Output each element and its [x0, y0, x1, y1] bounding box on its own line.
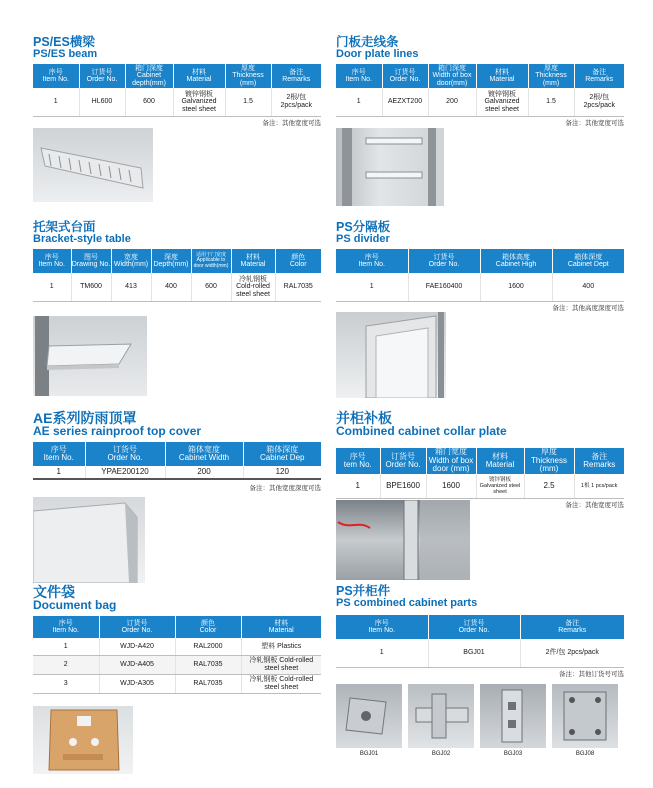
cell: 1 [336, 474, 380, 498]
header-cell: 材料 Material [231, 249, 275, 273]
section-ae-roof [33, 411, 321, 493]
header-cell: 序号 Item No. [336, 615, 428, 639]
section-document-bag [33, 585, 321, 694]
spec-table [336, 64, 624, 117]
header-cell: 序号 Item No. [33, 616, 99, 638]
beam-photo [33, 128, 153, 202]
section-ps-divider [336, 221, 624, 313]
header-cell: 厚度 Thickness (mm) [528, 64, 574, 88]
header-cell: 箱门深度 Cabinet depth(mm) [125, 64, 173, 88]
cell: 2.5 [524, 474, 574, 498]
cell: 冷轧钢板 Cold-rolled steel sheet [241, 655, 321, 674]
spec-table [33, 64, 321, 117]
header-cell: 订货号 Order No. [85, 442, 165, 466]
header-cell: 深度 Depth(mm) [151, 249, 191, 273]
cell: RAL7035 [175, 655, 241, 674]
cell: 120 [243, 466, 321, 479]
table-row [336, 639, 624, 667]
cell: RAL2000 [175, 638, 241, 655]
section-title-cn: 托架式台面 [33, 220, 96, 234]
table-note: 备注：其他宽度可选 [565, 501, 624, 509]
header-cell: 序号 Item No. [336, 249, 408, 273]
header-cell: 订货号 Order No. [380, 448, 426, 474]
section-title-cn: 门板走线条 [336, 35, 399, 49]
cell: 600 [191, 273, 231, 301]
section-collar-plate [336, 411, 624, 510]
header-cell: 订货号 Order No. [79, 64, 125, 88]
spec-table [33, 616, 321, 694]
header-cell: 厚度 Thickness (mm) [524, 448, 574, 474]
cell: 200 [165, 466, 243, 479]
header-cell: 序号 Item No. [33, 249, 71, 273]
part-caption: BGJ02 [431, 751, 451, 757]
part-caption: BGJ03 [503, 751, 523, 757]
part-caption: BGJ08 [575, 751, 595, 757]
cell: 600 [125, 88, 173, 116]
cell: 镀锌钢板 Galvanized steel sheet [173, 88, 225, 116]
cell: 1.5 [225, 88, 271, 116]
cell: 镀锌钢板 Galvanized steel sheet [476, 88, 528, 116]
header-cell: 材料 Material [476, 448, 524, 474]
header-cell: 箱体宽度 Cabinet Width [165, 442, 243, 466]
cell: 3 [33, 674, 99, 693]
cell: 1 [336, 639, 428, 667]
cell: 2根/包 2pcs/pack [271, 88, 321, 116]
cell: RAL7035 [275, 273, 321, 301]
table-row [33, 273, 321, 301]
bracket-table-photo [33, 316, 147, 396]
table-row [33, 674, 321, 693]
cell: 1 [33, 88, 79, 116]
header-cell: 备注 Remarks [574, 64, 624, 88]
table-row [33, 638, 321, 655]
cell: 1 [336, 88, 382, 116]
spec-table [336, 249, 624, 302]
cell: 2 [33, 655, 99, 674]
header-cell: 箱门深度 Width of box door(mm) [428, 64, 476, 88]
table-row [336, 88, 624, 116]
cell: 1600 [480, 273, 552, 301]
header-cell: 箱门宽度 Width of box door (mm) [426, 448, 476, 474]
part-photo-bgj03 [480, 684, 546, 748]
table-row [33, 655, 321, 674]
section-title-en: Combined cabinet collar plate [336, 424, 507, 438]
section-title-cn: AE系列防雨顶罩 [33, 410, 137, 426]
cell: BGJ01 [428, 639, 520, 667]
cell: 冷轧钢板 Cold-rolled steel sheet [231, 273, 275, 301]
cell: WJD-A420 [99, 638, 175, 655]
section-title-cn: 并柜补板 [336, 410, 392, 426]
cell: WJD-A305 [99, 674, 175, 693]
table-row [336, 273, 624, 301]
collar-plate-photo [336, 500, 470, 580]
cell: 400 [151, 273, 191, 301]
spec-table [336, 448, 624, 499]
table-row [33, 466, 321, 479]
cell: 400 [552, 273, 624, 301]
header-cell: 厚度 Thickness (mm) [225, 64, 271, 88]
cell: 200 [428, 88, 476, 116]
cell: WJD-A405 [99, 655, 175, 674]
header-cell: 备注 Remarks [574, 448, 624, 474]
cell: 1 [33, 466, 85, 479]
spec-table [336, 615, 624, 668]
cell: 1根 1 pcs/pack [574, 474, 624, 498]
cell: 冷轧钢板 Cold-rolled steel sheet [241, 674, 321, 693]
header-cell: 序号 Item No. [336, 64, 382, 88]
divider-photo [336, 312, 446, 398]
header-cell: 颜色 Color [175, 616, 241, 638]
section-title-cn: PS/ES横梁 [33, 35, 95, 49]
section-title-cn: PS分隔板 [336, 220, 391, 234]
section-title-en: AE series rainproof top cover [33, 424, 202, 438]
spec-table [33, 442, 321, 480]
cell: 413 [111, 273, 151, 301]
cell: 1 [33, 273, 71, 301]
header-cell: 备注 Remarks [271, 64, 321, 88]
cell: 1 [336, 273, 408, 301]
cell: 塑料 Plastics [241, 638, 321, 655]
cell: BPE1600 [380, 474, 426, 498]
door-plate-photo [336, 128, 444, 206]
table-note: 备注：其他宽度深度可选 [249, 485, 321, 492]
cell: AEZXT200 [382, 88, 428, 116]
section-ps-es-beam [33, 36, 321, 128]
table-row [336, 474, 624, 498]
header-cell: 材料 Material [241, 616, 321, 638]
section-title-en: PS divider [336, 233, 390, 245]
cell: 1600 [426, 474, 476, 498]
cell: TM600 [71, 273, 111, 301]
section-title-cn: PS并柜件 [336, 584, 391, 598]
cell: 2根/包 2pcs/pack [574, 88, 624, 116]
table-note: 备注：其他宽度可选 [565, 119, 624, 127]
table-note: 备注：其他订货号可选 [559, 670, 624, 678]
section-title-en: Door plate lines [336, 48, 419, 60]
header-cell: 序号 Item No. [33, 64, 79, 88]
section-title-en: Document bag [33, 598, 117, 612]
header-cell: 材料 Material [173, 64, 225, 88]
section-title-cn: 文件袋 [33, 584, 75, 600]
document-bag-photo [33, 706, 133, 774]
cell: HL600 [79, 88, 125, 116]
section-combined-parts [336, 585, 624, 679]
cell: RAL7035 [175, 674, 241, 693]
cell: 2件/包 2pcs/pack [520, 639, 624, 667]
header-cell: 适用于门宽度 Applicable to door width(mm) [191, 249, 231, 273]
table-note: 备注：其他宽度可选 [262, 119, 321, 127]
header-cell: 订货号 Order No. [382, 64, 428, 88]
header-cell: 箱体深度 Cabinet Dept [552, 249, 624, 273]
section-title-en: PS/ES beam [33, 48, 98, 60]
part-caption: BGJ01 [359, 751, 379, 757]
table-row [33, 88, 321, 116]
spec-table [33, 249, 321, 302]
roof-cover-photo [33, 497, 145, 583]
header-cell: 材料 Material [476, 64, 528, 88]
header-cell: 宽度 Width(mm) [111, 249, 151, 273]
section-title-en: Bracket-style table [33, 233, 131, 245]
part-photo-bgj08 [552, 684, 618, 748]
cell: 镀锌钢板 Galvanized steel sheet [476, 474, 524, 498]
header-cell: 订货号 Order No. [428, 615, 520, 639]
cell: FAE160400 [408, 273, 480, 301]
part-photo-bgj01 [336, 684, 402, 748]
cell: YPAE200120 [85, 466, 165, 479]
header-cell: 箱体高度 Cabinet High [480, 249, 552, 273]
section-title-en: PS combined cabinet parts [336, 597, 478, 609]
header-cell: 订货号 Order No. [408, 249, 480, 273]
section-door-plate-lines [336, 36, 624, 128]
header-cell: 备注 Remarks [520, 615, 624, 639]
header-cell: 序号 Item No. [33, 442, 85, 466]
part-photo-bgj02 [408, 684, 474, 748]
header-cell: 图号 Drawing No. [71, 249, 111, 273]
header-cell: 颜色 Color [275, 249, 321, 273]
header-cell: 序号 tem No. [336, 448, 380, 474]
header-cell: 订货号 Order No. [99, 616, 175, 638]
section-bracket-table [33, 221, 321, 302]
cell: 1 [33, 638, 99, 655]
cell: 1.5 [528, 88, 574, 116]
table-note: 备注：其他高度深度可选 [552, 304, 624, 312]
header-cell: 箱体深度 Cabinet Dep [243, 442, 321, 466]
